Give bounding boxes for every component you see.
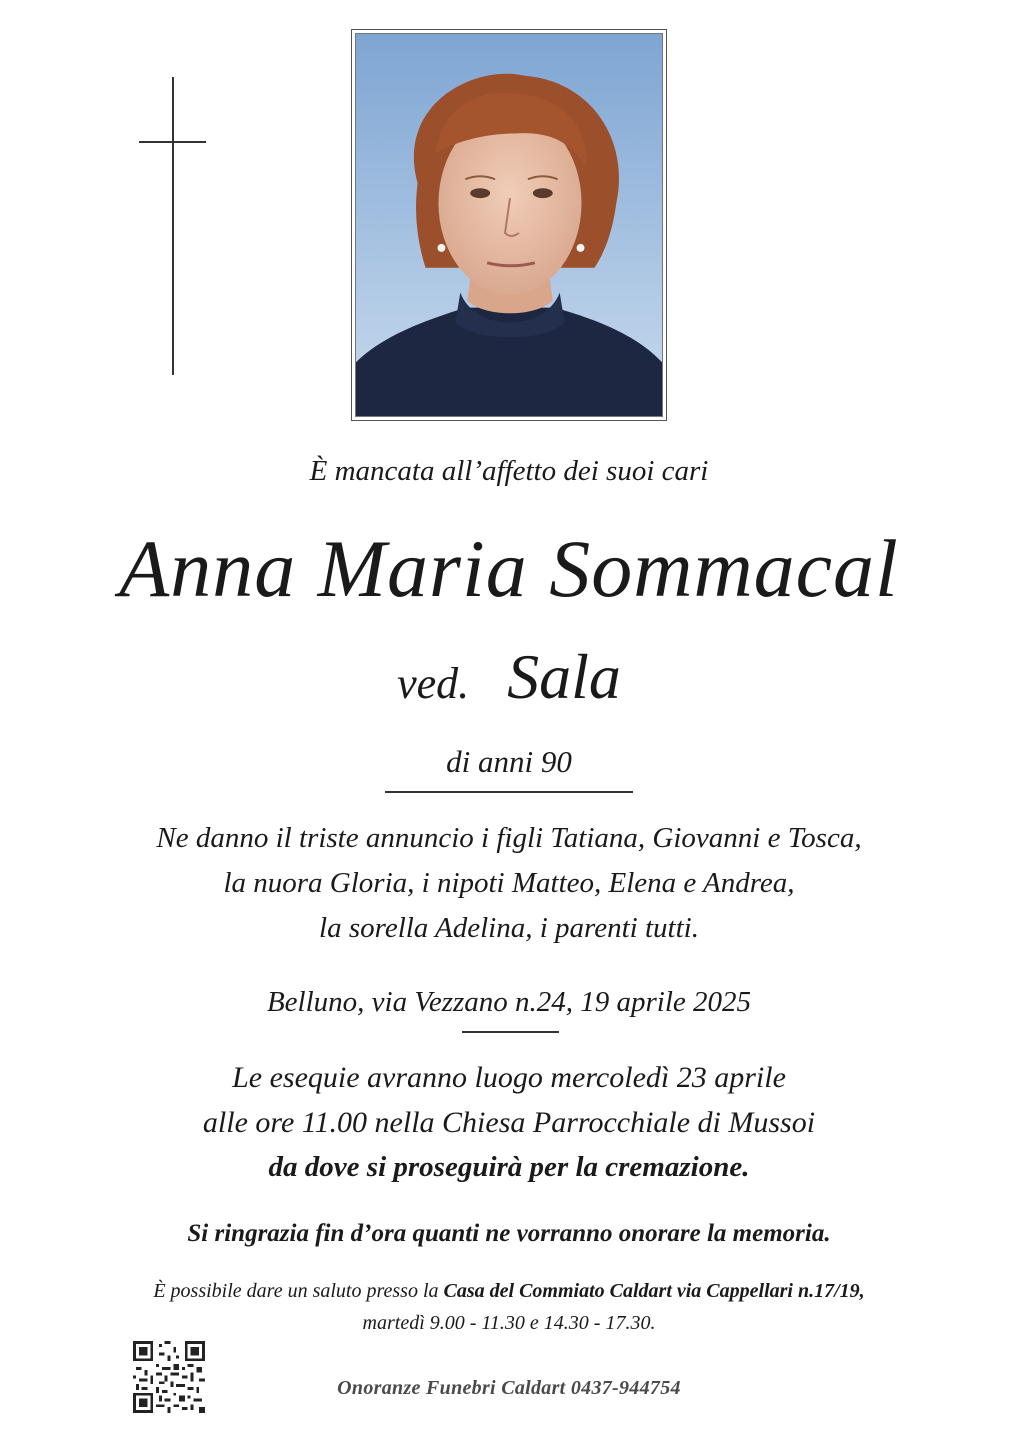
deceased-name: Anna Maria Sommacal	[119, 523, 899, 614]
place-date: Belluno, via Vezzano n.24, 19 aprile 2025	[266, 986, 752, 1018]
portrait-photo	[355, 33, 663, 417]
funeral-line-cremation: da dove si proseguirà per la cremazione.	[268, 1151, 750, 1183]
cross-icon-bar	[139, 141, 206, 143]
visit-hours: martedì 9.00 - 11.30 e 14.30 - 17.30.	[362, 1312, 656, 1334]
portrait-photo-frame	[351, 29, 667, 421]
portrait-illustration	[356, 34, 662, 416]
visit-prefix: È possibile dare un saluto presso la	[153, 1280, 444, 1302]
cross-icon	[172, 77, 174, 375]
thanks-text: Si ringrazia fin d’ora quanti ne vorranno onorare la memoria.	[187, 1220, 831, 1247]
intro-text: È mancata all’affetto dei suoi cari	[309, 455, 709, 487]
funeral-line: Le esequie avranno luogo mercoledì 23 aprile	[232, 1061, 786, 1094]
age-divider	[385, 791, 633, 793]
age-text: di anni 90	[446, 744, 572, 779]
date-divider	[462, 1031, 559, 1033]
funeral-agency: Onoranze Funebri Caldart 0437-944754	[337, 1377, 681, 1399]
married-surname: Sala	[507, 641, 621, 712]
visit-info	[0, 1280, 1018, 1303]
announcement-line: la nuora Gloria, i nipoti Matteo, Elena e Andrea,	[223, 867, 795, 899]
married-prefix: ved.	[397, 659, 470, 708]
married-name	[0, 640, 1018, 714]
visit-place: Casa del Commiato Caldart via Cappellari n.17/19,	[443, 1280, 865, 1302]
announcement-line: Ne danno il triste annuncio i figli Tatiana, Giovanni e Tosca,	[156, 822, 862, 854]
announcement-line: la sorella Adelina, i parenti tutti.	[319, 912, 699, 944]
funeral-line: alle ore 11.00 nella Chiesa Parrocchiale di Mussoi	[202, 1106, 816, 1139]
